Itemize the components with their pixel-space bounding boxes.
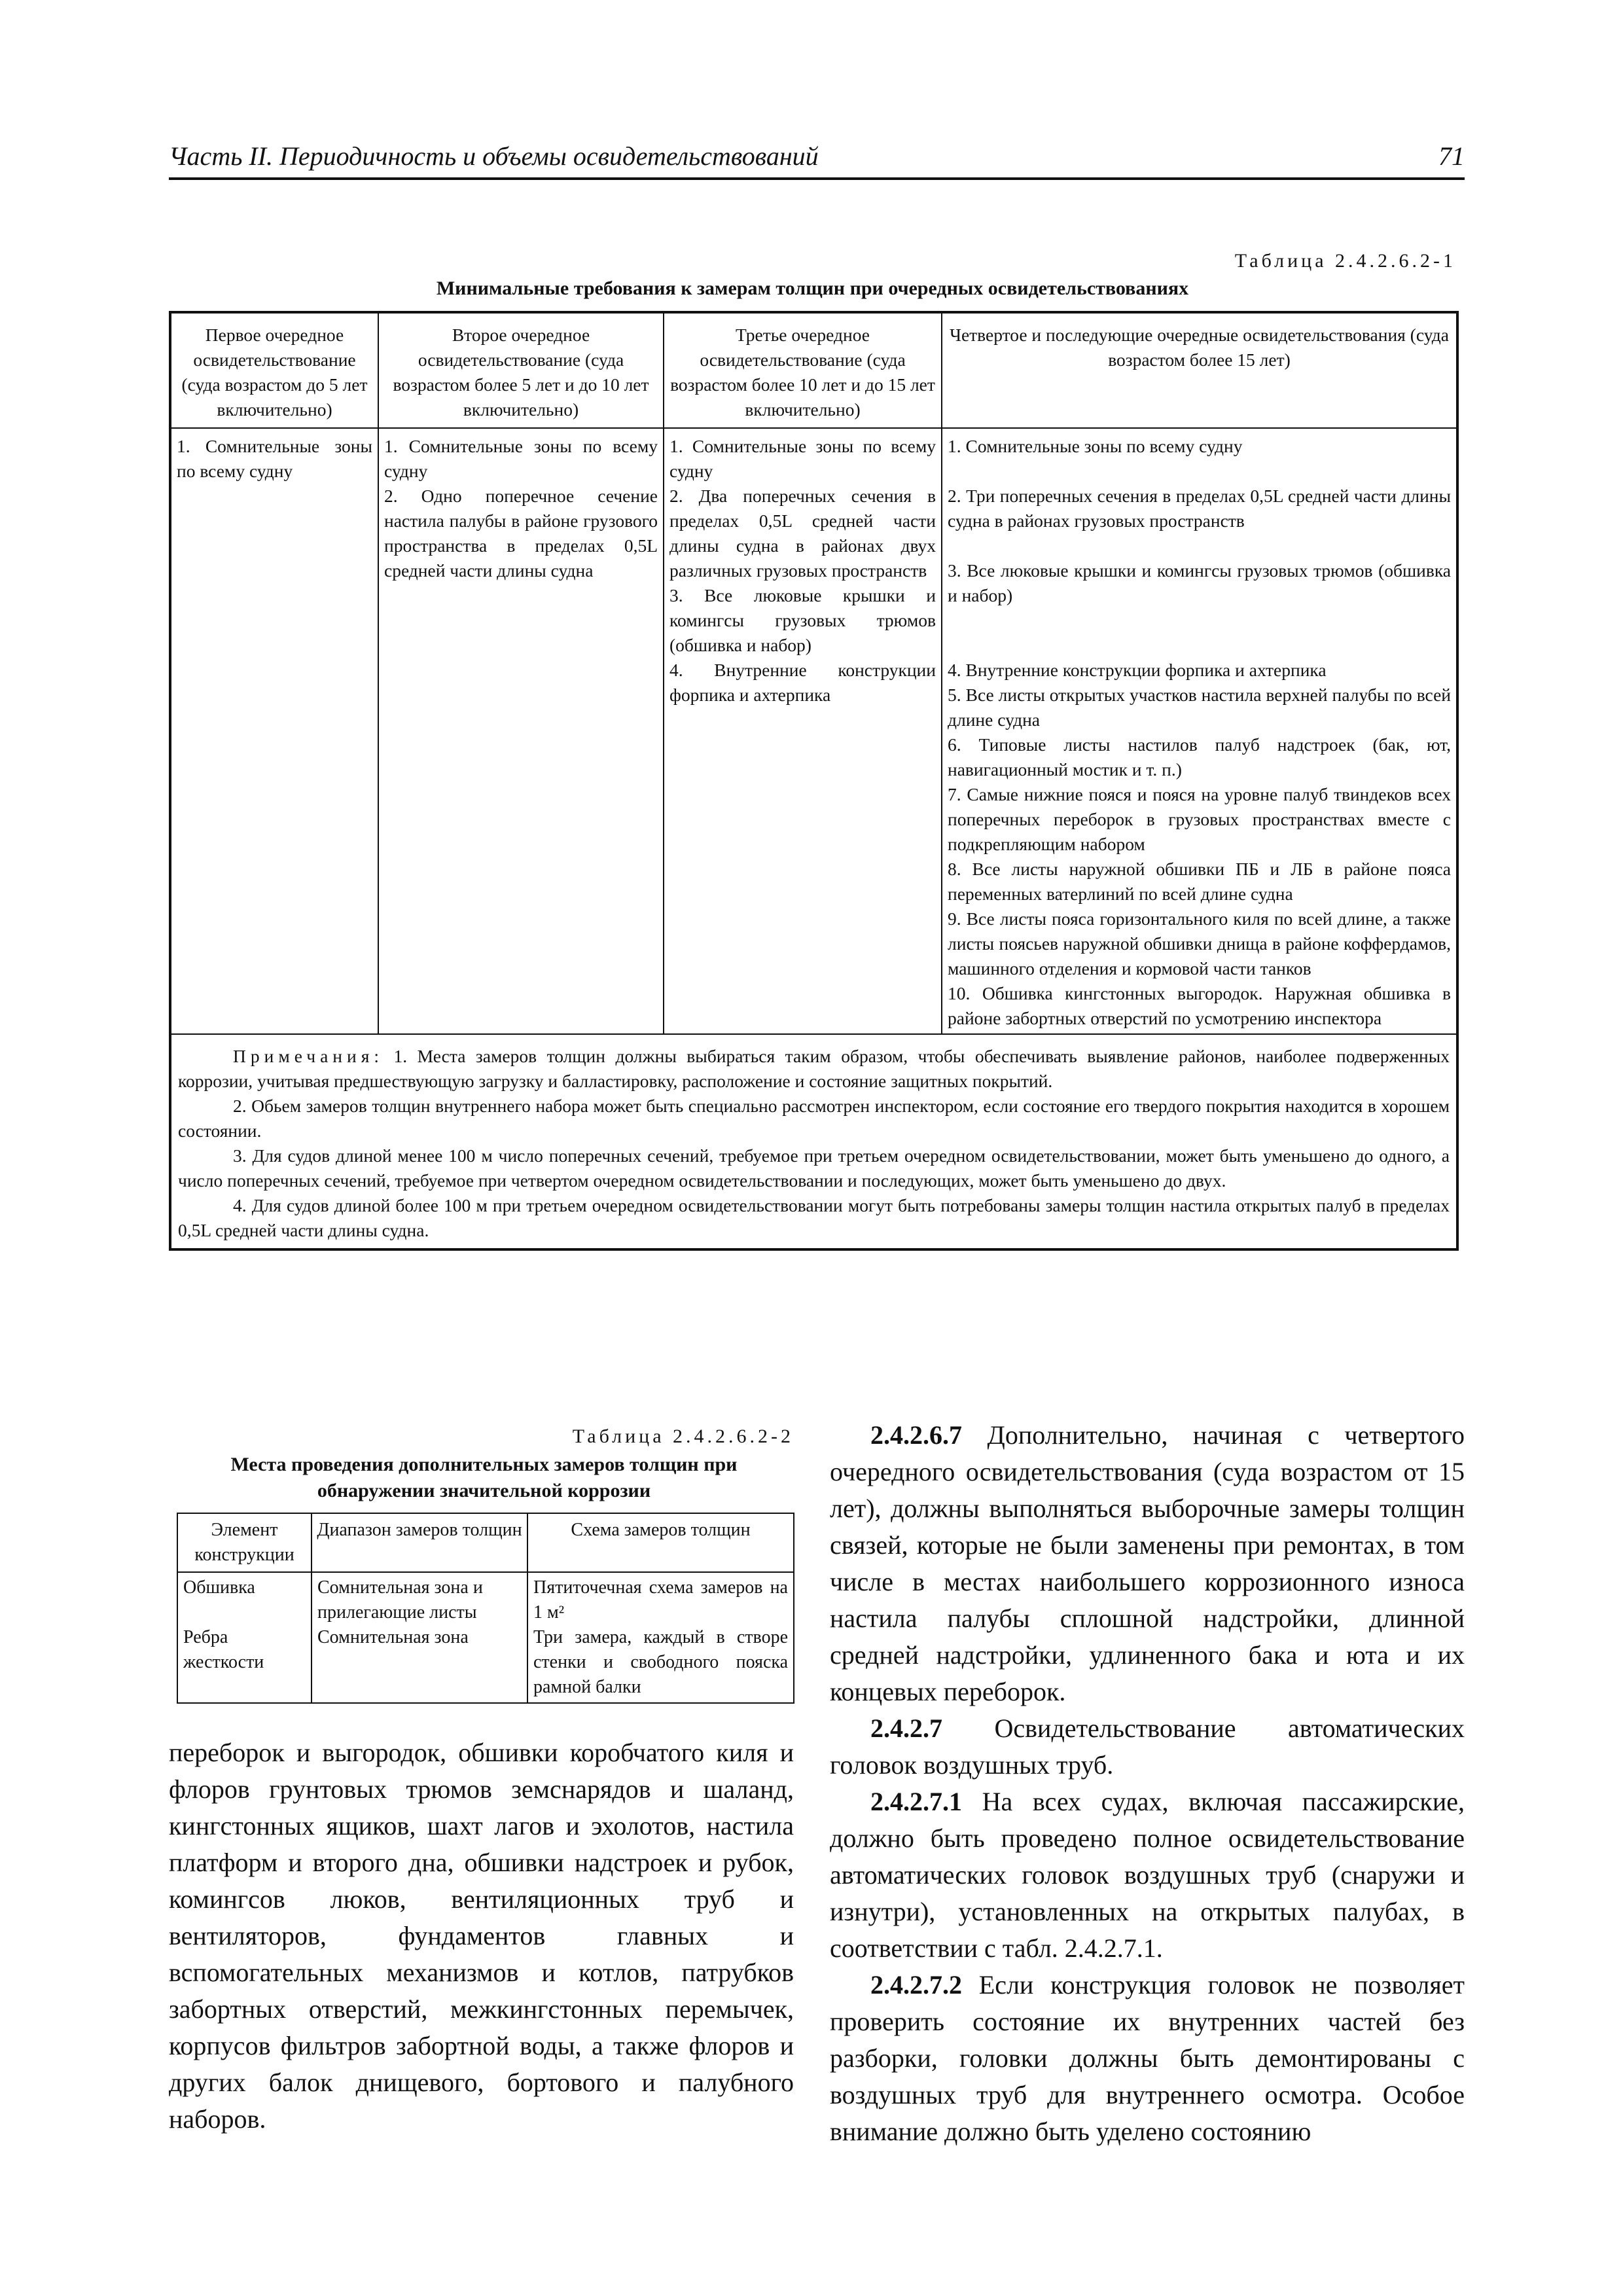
table2-body-row (177, 1572, 794, 1703)
table1-item: 1. Сомнительные зоны по всему судну (384, 436, 658, 481)
table1-item: 8. Все листы наружной обшивки ПБ и ЛБ в районе пояса переменных ватерлиний по всей длине судна (948, 859, 1451, 904)
paragraph (830, 1710, 1465, 1784)
table2-item: Обшивка (183, 1577, 255, 1598)
table2-title: Места проведения дополнительных замеров толщин при обнаружении значительной коррозии (230, 1454, 738, 1501)
table1-item: 7. Самые нижние пояся и пояся на уровне палуб твиндеков всех поперечных переборок в грузовых пространствах вместе с подкрепляющим набором (948, 784, 1451, 854)
table2-header-cell: Диапазон замеров толщин (312, 1513, 527, 1572)
table1-item: 1. Сомнительные зоны по всему судну (948, 436, 1243, 456)
paragraph-text: Освидетельствование автоматических головок воздушных труб. (830, 1713, 1465, 1780)
paragraph (830, 1967, 1465, 2150)
left-column-text (169, 1734, 794, 2138)
table1-caption: Таблица 2.4.2.6.2-1 (1234, 250, 1456, 272)
table1-col2 (378, 428, 664, 1034)
table2-item: Три замера, каждый в створе стенки и свободного пояска рамной балки (533, 1627, 788, 1697)
table1 (169, 311, 1459, 1251)
table1-item: 6. Типовые листы настилов палуб надстроек (бак, ют, навигационный мостик и т. п.) (948, 734, 1451, 780)
table1-note: 2. Обьем замеров толщин внутреннего набора может быть специально рассмотрен инспектором, если состояние его твердого покрытия находится в хорошем состоянии. (178, 1096, 1450, 1141)
table1-header-cell: Третье очередное освидетельствование (суда возрастом более 10 лет и до 15 лет включительно) (664, 312, 942, 428)
table1-note (178, 1044, 1450, 1094)
header-rule (169, 177, 1465, 180)
table2-caption: Таблица 2.4.2.6.2-2 (572, 1426, 794, 1447)
running-title: Часть II. Периодичность и объемы освидетельствований (169, 141, 819, 171)
table1-item: 2. Одно поперечное сечение настила палубы в районе грузового пространства в пределах 0,5L средней части длины судна (384, 486, 658, 581)
table1-item: 1. Сомнительные зоны по всему судну (669, 436, 936, 481)
table1-header-cell: Второе очередное освидетельствование (суда возрастом более 5 лет и до 10 лет включительно) (378, 312, 664, 428)
table2-item: Пятиточечная схема замеров на 1 м² (533, 1577, 788, 1623)
section-number: 2.4.2.7.2 (870, 1970, 962, 2000)
table2-item: Сомнительная зона (317, 1627, 469, 1647)
note-text: 1. Места замеров толщин должны выбираться таким образом, чтобы обеспечивать выявление районов, наиболее подверженных коррозии, учитывая предшествующую загрузку и балластировку, расположение и состояние защитных покрытий. (178, 1046, 1450, 1091)
table1-note: 4. Для судов длиной более 100 м при третьем очередном освидетельствовании могут быть потребованы замеры толщин настила открытых палуб в пределах 0,5L средней части длины судна. (178, 1195, 1450, 1240)
table1-header-cell: Первое очередное освидетельствование (суда возрастом до 5 лет включительно) (170, 312, 378, 428)
paragraph-text: Дополнительно, начиная с четвертого очередного освидетельствования (суда возрастом от 15 лет), должны выполняться выборочные замеры толщин связей, которые не были заменены при ремонтах, в том числе в местах наибольшего коррозионного износа настила палубы сплошной надстройки, длинной средней надстройки, удлиненного бака и юта и их концевых переборок. (830, 1420, 1465, 1706)
table1-item: 2. Три поперечных сечения в пределах 0,5L средней части длины судна в районах грузовых пространств (948, 486, 1451, 531)
paragraph-text: Если конструкция головок не позволяет проверить состояние их внутренних частей без разборки, головки должны быть демонтированы с воздушных труб для внутреннего осмотра. Особое внимание должно быть уделено состоянию (830, 1970, 1465, 2146)
table2-header-cell: Элемент конструкции (177, 1513, 312, 1572)
table1-col1 (170, 428, 378, 1034)
table1-col4 (942, 428, 1457, 1034)
paragraph (830, 1784, 1465, 1967)
table1-body-row (170, 428, 1457, 1034)
table1-title: Минимальные требования к замерам толщин при очередных освидетельствованиях (436, 278, 1189, 299)
table1-note: 3. Для судов длиной менее 100 м число поперечных сечений, требуемое при третьем очередном освидетельствовании, может быть уменьшено до одного, а число поперечных сечений, требуемое при четвертом очередном освидетельствовании и последующих, может быть уменьшено до двух. (178, 1145, 1450, 1191)
table1-item: 4. Внутренние конструкции форпика и ахтерпика (669, 660, 936, 705)
table1-item: 2. Два поперечных сечения в пределах 0,5L средней части длины судна в районах двух различных грузовых пространств (669, 486, 936, 581)
right-column-text (830, 1417, 1465, 2150)
table1-item: 3. Все люковые крышки и комингсы грузовых трюмов (обшивка и набор) (948, 560, 1451, 605)
section-number: 2.4.2.7.1 (870, 1787, 962, 1816)
table1-item: 10. Обшивка кингстонных выгородок. Наружная обшивка в районе забортных отверстий по усмотрению инспектора (948, 983, 1451, 1028)
table1-notes-row (170, 1034, 1457, 1249)
table2-item: Сомнительная зона и прилегающие листы (317, 1577, 483, 1623)
table1-item: 9. Все листы пояса горизонтального киля по всей длине, а также листы поясьев наружной обшивки днища в районе коффердамов, машинного отделения и кормовой части танков (948, 908, 1451, 978)
paragraph-text: На всех судах, включая пассажирские, должно быть проведено полное освидетельствование автоматических головок воздушных труб (снаружи и изнутри), установленных на открытых палубах, в соответствии с табл. 2.4.2.7.1. (830, 1787, 1465, 1963)
table1-item: 3. Все люковые крышки и комингсы грузовых трюмов (обшивка и набор) (669, 585, 936, 655)
section-number: 2.4.2.7 (870, 1713, 942, 1743)
table2-header-row (177, 1513, 794, 1572)
table2-header-cell: Схема замеров толщин (527, 1513, 794, 1572)
table2-item: Ребра жесткости (183, 1627, 264, 1672)
paragraph: переборок и выгородок, обшивки коробчатого киля и флоров грунтовых трюмов земснарядов и шаланд, кингстонных ящиков, шахт лагов и эхолотов, настила платформ и второго дна, обшивки надстроек и рубок, комингсов люков, вентиляционных труб и вентиляторов, фундаментов главных и вспомогательных механизмов и котлов, патрубков забортных отверстий, межкингстонных перемычек, корпусов фильтров забортной воды, а также флоров и других балок днищевого, бортового и палубного наборов. (169, 1738, 794, 2134)
page-header (169, 141, 1465, 181)
page-number: 71 (1438, 141, 1465, 171)
table1-item: 5. Все листы открытых участков настила верхней палубы по всей длине судна (948, 685, 1451, 730)
table2-cell (527, 1572, 794, 1703)
section-number: 2.4.2.6.7 (870, 1420, 962, 1450)
table1-header-cell: Четвертое и последующие очередные освидетельствования (суда возрастом более 15 лет) (942, 312, 1457, 428)
table2 (177, 1513, 794, 1704)
table1-header-row (170, 312, 1457, 428)
notes-label: Примечания: (233, 1046, 384, 1066)
table1-notes (170, 1034, 1457, 1249)
table1-item: 4. Внутренние конструкции форпика и ахтерпика (948, 660, 1327, 680)
paragraph (830, 1417, 1465, 1710)
table2-cell (177, 1572, 312, 1703)
table2-cell (312, 1572, 527, 1703)
table1-col3 (664, 428, 942, 1034)
table1-item: 1. Сомнительные зоны по всему судну (177, 436, 372, 481)
